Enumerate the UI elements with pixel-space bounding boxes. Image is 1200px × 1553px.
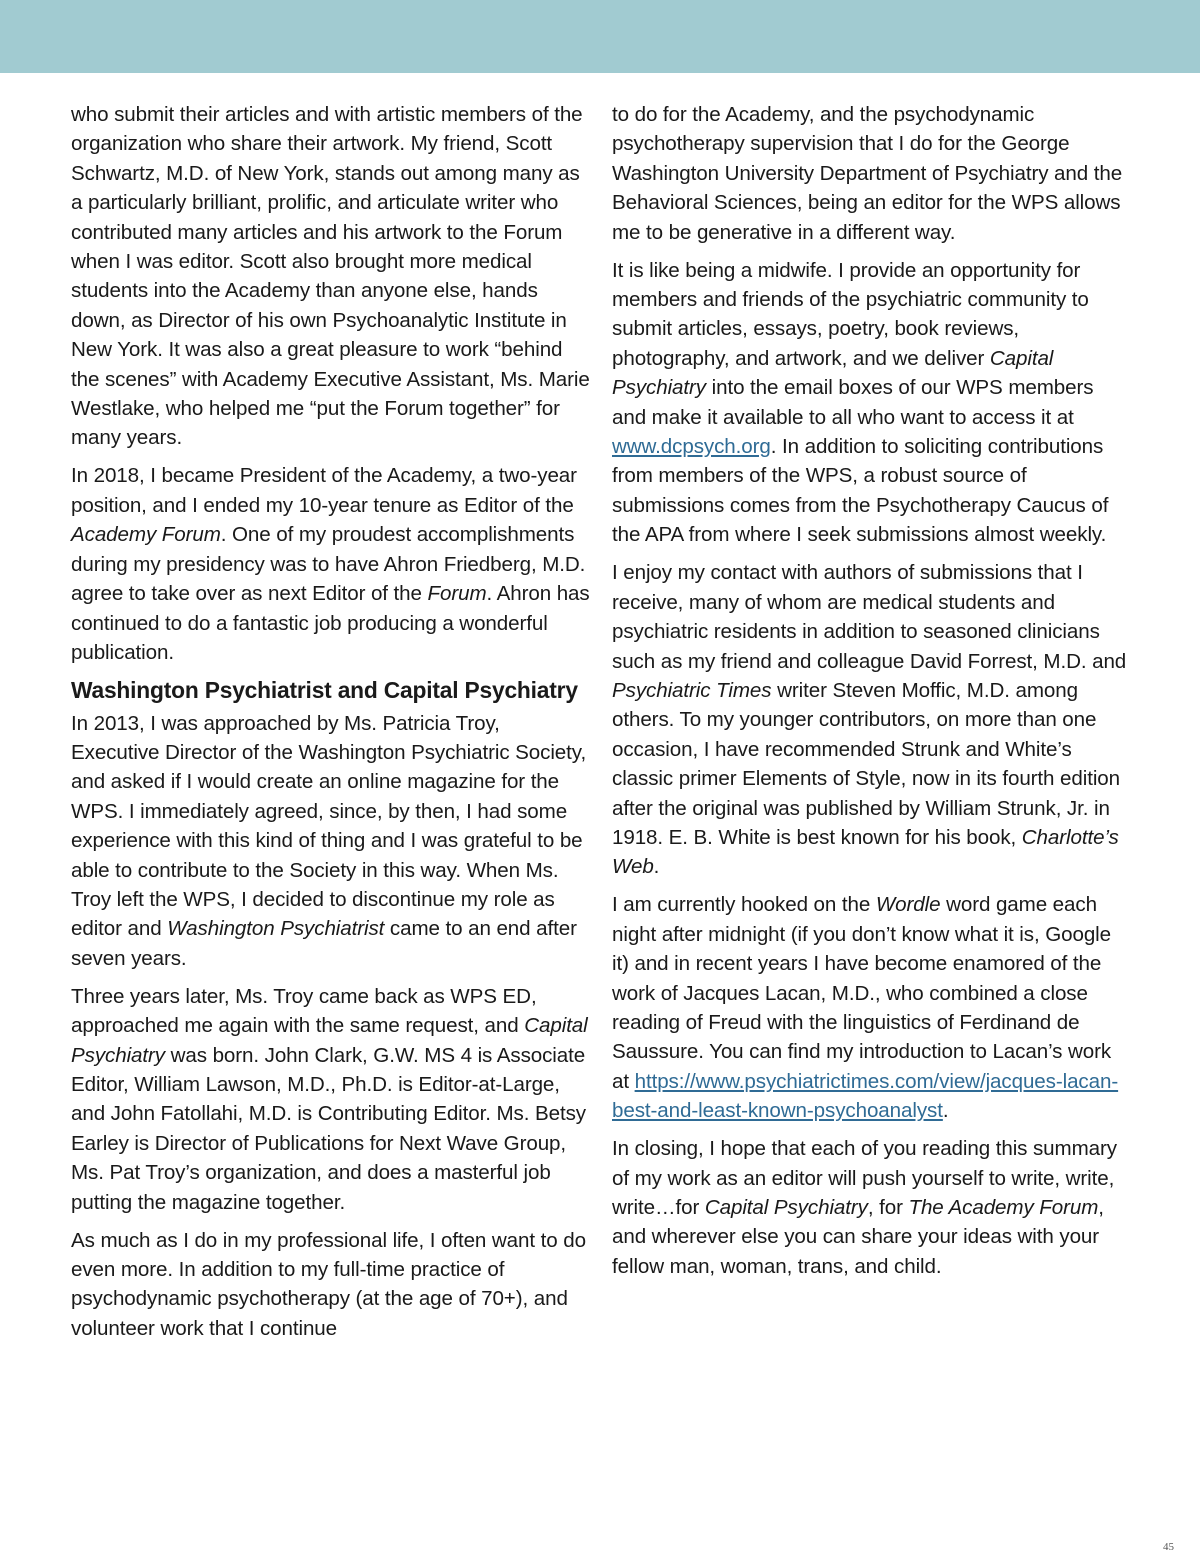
paragraph [612,256,1132,550]
text-run: As much as I do in my professional life, I often want to do even more. In addition to my full-time practice of psychodynamic psychotherapy (at the age of 70+), and volunteer work that I continue [71,1228,586,1340]
italic-title: Washington Psychiatrist [167,917,385,941]
paragraph [612,890,1132,1125]
paragraph [71,709,591,974]
lacan-article-link[interactable]: https://www.psychiatrictimes.com/view/jacques-lacan-best-and-least-known-psychoanalyst [612,1069,1119,1123]
italic-title: Capital Psychiatry [704,1196,868,1219]
dcpsych-link[interactable]: www.dcpsych.org [612,435,771,459]
italic-title: Psychiatric Times [612,678,772,702]
italic-title: Capital Psychiatry [71,1014,588,1067]
text-run: I enjoy my contact with authors of submissions that I receive, many of whom are medical students and psychiatric residents in addition to seasoned clinicians such as my friend and colleague David Forrest, M.D. and [612,561,1127,673]
text-run: It is like being a midwife. I provide an opportunity for members and friends of the psychiatric community to submit articles, essays, poetry, book reviews, photography, and artwork, and we deliver [612,258,1089,370]
right-column [612,100,1132,1290]
italic-title: Forum [427,582,487,606]
text-run: , for [867,1196,909,1219]
text-run: In 2018, I became President of the Academy, a two-year position, and I ended my 10-year tenure as Editor of the [71,464,577,517]
text-run: In closing, I hope that each of you reading this summary of my work as an editor will push yourself to write, write, write…for [612,1137,1117,1219]
text-run: came to an end after seven years. [71,917,577,970]
text-run: writer Steven Moffic, M.D. among others. To my younger contributors, on more than one occasion, I have recommended Strunk and White’s classic primer Elements of Style, now in its fourth edition after the original was published by William Strunk, Jr. in 1918. E. B. White is best known for his book, [612,678,1121,849]
paragraph [71,1226,591,1344]
italic-title: Wordle [875,893,941,917]
text-run: I am currently hooked on the [612,893,876,917]
text-run: to do for the Academy, and the psychodynamic psychotherapy supervision that I do for the George Washington University Department of Psychiatry and the Behavioral Sciences, being an editor for the WPS allows me to be generative in a different way. [612,103,1123,244]
text-run: . In addition to soliciting contributions from members of the WPS, a robust source of submissions comes from the Psychotherapy Caucus of the APA from where I seek submissions almost weekly. [612,435,1109,547]
paragraph [612,558,1132,881]
header-band [0,0,1200,73]
text-run: In 2013, I was approached by Ms. Patricia Troy, Executive Director of the Washington Psychiatric Society, and asked if I would create an online magazine for the WPS. I immediately agreed, since, by then, I had some experience with this kind of thing and I was grateful to be able to contribute to the Society in this way. When Ms. Troy left the WPS, I decided to discontinue my role as editor and [71,711,587,941]
paragraph [612,1134,1132,1281]
text-run: , and wherever else you can share your ideas with your fellow man, woman, trans, and child. [612,1196,1104,1278]
italic-title: Academy Forum [71,523,221,547]
text-run: . One of my proudest accomplishments during my presidency was to have Ahron Friedberg, M.D. agree to take over as next Editor of the [71,523,586,606]
text-run: Three years later, Ms. Troy came back as WPS ED, approached me again with the same request, and [71,984,537,1038]
paragraph [71,982,591,1217]
paragraph [71,100,591,453]
italic-title: Charlotte’s Web [612,825,1119,879]
paragraph [612,100,1132,247]
text-run: word game each night after midnight (if you don’t know what it is, Google it) and in recent years I have become enamored of the work of Jacques Lacan, M.D., who combined a close reading of Freud with the linguistics of Ferdinand de Saussure. You can find my introduction to Lacan’s work at [612,893,1112,1093]
italic-title: Capital Psychiatry [612,346,1054,400]
text-run: . [653,855,660,879]
paragraph [71,461,591,667]
text-run: into the email boxes of our WPS members and make it available to all who want to access it at [612,376,1094,429]
italic-title: The Academy Forum [908,1196,1099,1219]
page-number: 45 [1163,1541,1174,1553]
text-run: . [942,1099,949,1123]
text-run: who submit their articles and with artistic members of the organization who share their artwork. My friend, Scott Schwartz, M.D. of New York, stands out among many as a particularly brilliant, prolific, and articulate writer who contributed many articles and his artwork to the Forum when I was editor. Scott also brought more medical students into the Academy than anyone else, hands down, as Director of his own Psychoanalytic Institute in New York. It was also a great pleasure to work “behind the scenes” with Academy Executive Assistant, Ms. Marie Westlake, who helped me “put the Forum together” for many years. [71,103,590,450]
left-column [71,100,591,1352]
text-run: was born. John Clark, G.W. MS 4 is Associate Editor, William Lawson, M.D., Ph.D. is Editor-at-Large, and John Fatollahi, M.D. is Contributing Editor. Ms. Betsy Earley is Director of Publications for Next Wave Group, Ms. Pat Troy’s organization, and does a masterful job putting the magazine together. [71,1043,586,1214]
text-run: . Ahron has continued to do a fantastic job producing a wonderful publication. [71,582,590,664]
section-heading: Washington Psychiatrist and Capital Psychiatry [71,676,578,703]
